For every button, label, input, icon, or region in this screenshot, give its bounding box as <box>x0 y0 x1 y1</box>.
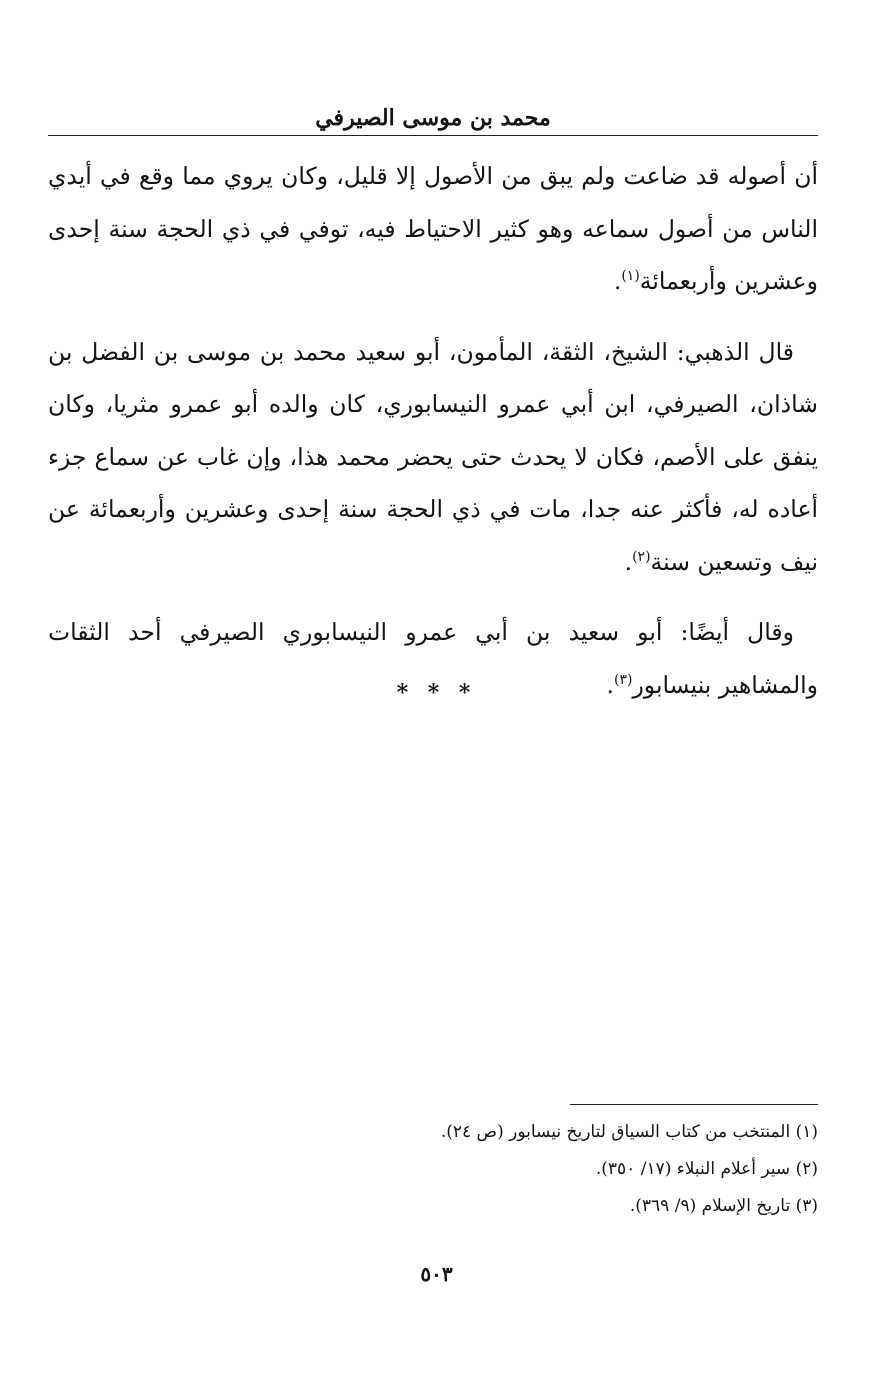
paragraph-2 <box>48 326 818 589</box>
page-number: ٥٠٣ <box>420 1262 453 1286</box>
footnote-ref-1: (١) <box>621 268 640 285</box>
paragraph-2-text: قال الذهبي: الشيخ، الثقة، المأمون، أبو سعيد محمد بن موسى بن الفضل بن شاذان، الصيرفي، ابن أبي عمرو النيسابوري، كان والده أبو عمرو مثريا، وكان ينفق على الأصم، فكان لا يحدث حتى يحضر محمد هذا، وإن غاب عن سماع جزء أعاده له، فأكثر عنه جدا، مات في ذي الحجة سنة إحدى وعشرين وأربعمائة عن نيف وتسعين سنة <box>48 337 818 576</box>
main-text <box>48 150 818 729</box>
footnote-3: (٣) تاريخ الإسلام (٩/ ٣٦٩). <box>629 1196 818 1216</box>
paragraph-2-end: . <box>624 547 633 576</box>
paragraph-3-text: وقال أيضًا: أبو سعيد بن أبي عمرو النيسابوري الصيرفي أحد الثقات والمشاهير بنيسابور <box>48 618 818 699</box>
header-rule <box>48 135 818 136</box>
footnote-1: (١) المنتخب من كتاب السياق لتاريخ نيسابور (ص ٢٤). <box>440 1122 818 1142</box>
paragraph-1-text: أن أصوله قد ضاعت ولم يبق من الأصول إلا قليل، وكان يروي مما وقع في أيدي الناس من أصول سماعه وهو كثير الاحتياط فيه، توفي في ذي الحجة سنة إحدى وعشرين وأربعمائة <box>48 162 819 295</box>
footnote-ref-2: (٢) <box>632 548 651 565</box>
running-title: محمد بن موسى الصيرفي <box>315 105 551 131</box>
footnote-rule <box>570 1104 818 1105</box>
footnotes <box>48 1114 818 1225</box>
paragraph-1-end: . <box>613 267 622 295</box>
paragraph-3-end: . <box>606 670 614 699</box>
footnote-ref-3: (٣) <box>613 671 633 688</box>
footnote-2: (٢) سير أعلام النبلاء (١٧/ ٣٥٠). <box>595 1159 818 1179</box>
paragraph-1 <box>48 150 818 308</box>
section-separator: * * * <box>396 680 477 706</box>
